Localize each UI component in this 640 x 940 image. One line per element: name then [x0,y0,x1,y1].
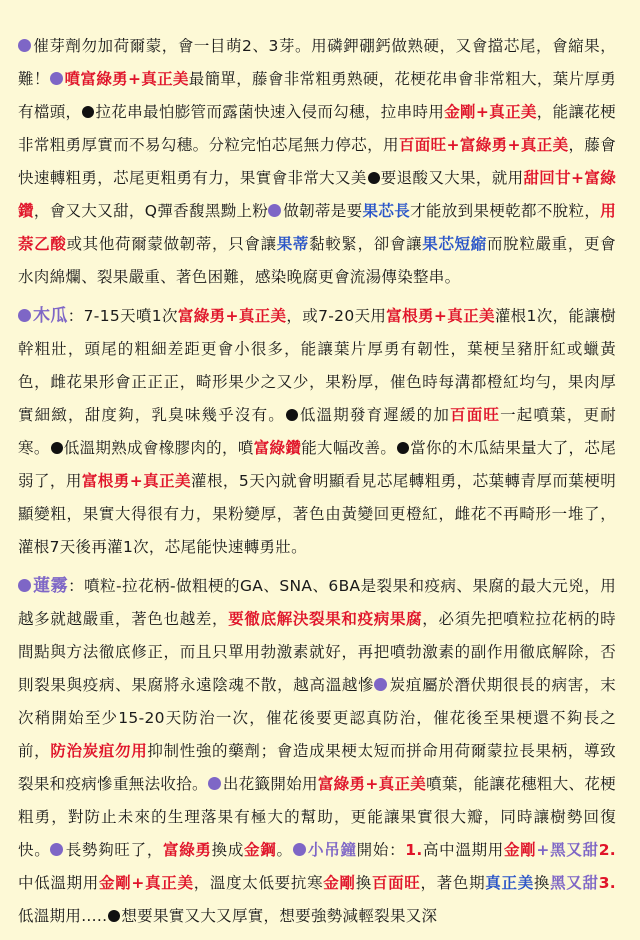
text-run: 才能放到果梗乾都不脫粒， [410,202,601,220]
red-emphasis: 用萘乙酸 [18,202,617,253]
text-run: ：噴粒-拉花柄-做粗梗的GA、SNA、6BA是裂果和疫病、果腐的最大元兇，用越多就越嚴重，著色也越差， [18,577,616,628]
text-run: 低溫期發育遲緩的加 [298,406,451,424]
text-run: 或其他荷爾蒙做韌蒂，只會讓 [66,235,277,253]
paragraph-wax-apple [18,570,616,933]
red-emphasis: 富綠勇+真正美 [317,775,427,793]
red-emphasis: 甜回甘+富綠鑽 [18,169,616,220]
text-run: 炭疽屬於潛伏期很長的病害，末次稍開始至少15-20天防治一次，催花後要更認真防治，催花後至果梗還不夠長之前， [18,676,616,760]
red-emphasis: 富根勇+真正美 [386,307,495,325]
purple-bullet-icon [293,843,306,856]
blue-emphasis: 果芯短縮 [422,235,487,253]
purple-emphasis: +黑又甜 [536,841,599,859]
text-run: ：7-15天噴1次 [67,307,178,325]
text-run: 開始： [356,841,406,859]
red-emphasis: 金剛+真正美 [444,103,537,121]
black-bullet-icon [286,409,298,421]
text-run: 能大幅改善。 [301,439,397,457]
black-bullet-icon [51,442,63,454]
black-bullet-icon [108,910,120,922]
text-run: 高中溫期用 [422,841,504,859]
text-run: 做韌蒂是要 [283,202,363,220]
text-run: 催芽劑勿加荷爾蒙，會一目萌2、3芽。用磷鉀硼鈣做熟硬，又會擋芯尾，會縮果，難！ [18,37,616,88]
text-run: 換成 [211,841,245,859]
text-run: 要退酸又大果，就用 [380,169,524,187]
red-emphasis: 要徹底解決裂果和疫病果腐 [228,610,423,628]
blue-emphasis: 真正美 [485,874,534,892]
text-run: ，或7-20天用 [286,307,387,325]
red-emphasis: 金剛 [503,841,537,859]
text-run: 而脫粒嚴重，更會水肉綿爛、裂果嚴重、著色困難，感染晚腐更會流湯傳染整串。 [18,235,616,286]
red-emphasis: 防治炭疽勿用 [50,742,148,760]
text-run: 灌根1次，能讓樹幹粗壯，頭尾的粗細差距更會小很多，能讓葉片厚勇有韌性，葉梗呈豬肝紅或蠟黃色，雌花果形會正正正，畸形果少之又少，果粉厚，催色時每溝都橙紅均勻，果肉厚實細緻，甜度夠，乳臭味幾乎沒有。 [18,307,616,424]
text-run: 拉花串最怕膨管而露菌快速入侵而勾穗，拉串時用 [95,103,445,121]
text-run: 換 [355,874,372,892]
text-run: 當你的木瓜結果量大了，芯尾弱了，用 [18,439,616,490]
red-emphasis: 1. [405,841,423,859]
text-run: 出花籤開始用 [222,775,318,793]
red-emphasis: 百面旺 [450,406,501,424]
red-emphasis: 金剛+真正美 [99,874,194,892]
red-emphasis: 金鋼 [244,841,277,859]
paragraph-papaya [18,300,616,564]
text-run: 黏較緊，卻會讓 [309,235,423,253]
text-run: 灌根，5天內就會明顯看見芯尾轉粗勇，芯葉轉青厚而葉梗明顯變粗，果實大得很有力，果粉變厚，著色由黃變回更橙紅，雌花不再畸形一堆了，灌根7天後再灌1次，芯尾能快速轉勇壯。 [18,472,617,556]
red-emphasis: 百面旺 [371,874,421,892]
blue-emphasis: 果芯長 [362,202,411,220]
red-emphasis: 金剛 [323,874,356,892]
red-emphasis: 富綠勇+真正美 [177,307,287,325]
purple-bullet-icon [18,39,31,52]
text-run: 低溫期用..... [18,907,108,925]
purple-bullet-icon [50,72,63,85]
purple-bullet-icon [18,309,31,322]
text-run: ，溫度太低要抗寒 [193,874,324,892]
text-run: 抑制性強的藥劑；會造成果梗太短而拼命用荷爾蒙拉長果柄，導致裂果和疫病慘重無法收拾。 [18,742,616,793]
text-run: 低溫期熟成會橡膠肉的，噴 [63,439,254,457]
text-run: 。 [276,841,293,859]
purple-bullet-icon [18,579,31,592]
purple-bullet-icon [374,678,387,691]
black-bullet-icon [82,106,94,118]
paragraph-intro [18,30,616,294]
black-bullet-icon [397,442,409,454]
text-run: 最簡單，藤會非常粗勇熟硬，花梗花串會非常粗大，葉片厚勇有檔頭， [18,70,616,121]
text-run: 換 [533,874,551,892]
text-run: 一起噴葉，更耐寒。 [18,406,617,457]
purple-bullet-icon [50,843,63,856]
red-emphasis: 富綠鑽 [253,439,302,457]
section-heading: 蓮霧 [33,576,69,596]
text-run: ，著色期 [420,874,486,892]
purple-emphasis: 黑又甜 [550,874,599,892]
text-run: 長勢夠旺了， [65,841,164,859]
red-emphasis: 百面旺+富綠勇+真正美 [398,136,569,154]
section-heading: 木瓜 [33,306,68,326]
text-run: ，能讓花梗非常粗勇厚實而不易勾穗。分粒完怕芯尾無力停芯，用 [18,103,616,154]
blue-emphasis: 果蒂 [276,235,310,253]
red-emphasis: 2. [598,841,616,859]
black-bullet-icon [368,172,380,184]
text-run: ，藤會快速轉粗勇，芯尾更粗勇有力，果實會非常大又美 [18,136,617,187]
text-run: ，會又大又甜，Q彈香馥黑黝上粉 [33,202,269,220]
purple-bullet-icon [208,777,221,790]
red-emphasis: 富根勇+真正美 [81,472,192,490]
red-emphasis: 富綠勇 [163,841,212,859]
purple-emphasis: 小吊鐘 [307,841,357,859]
text-run: 想要果實又大又厚實，想要強勢減輕裂果又深 [121,907,438,925]
red-emphasis: 噴富綠勇+真正美 [64,70,189,88]
text-run: 中低溫期用 [18,874,99,892]
red-emphasis: 3. [598,874,616,892]
text-run: ，必須先把噴粒拉花柄的時間點與方法徹底修正，而且只單用勃激素就好，再把噴勃激素的副作用徹底解除，否則裂果與疫病、果腐將永遠陰魂不散，越高溫越慘 [18,610,616,694]
purple-bullet-icon [268,204,281,217]
text-run: 噴葉，能讓花穗粗大、花梗粗勇，對防止未來的生理落果有極大的幫助，更能讓果實很大瓣，同時讓樹勢回復快。 [18,775,616,859]
